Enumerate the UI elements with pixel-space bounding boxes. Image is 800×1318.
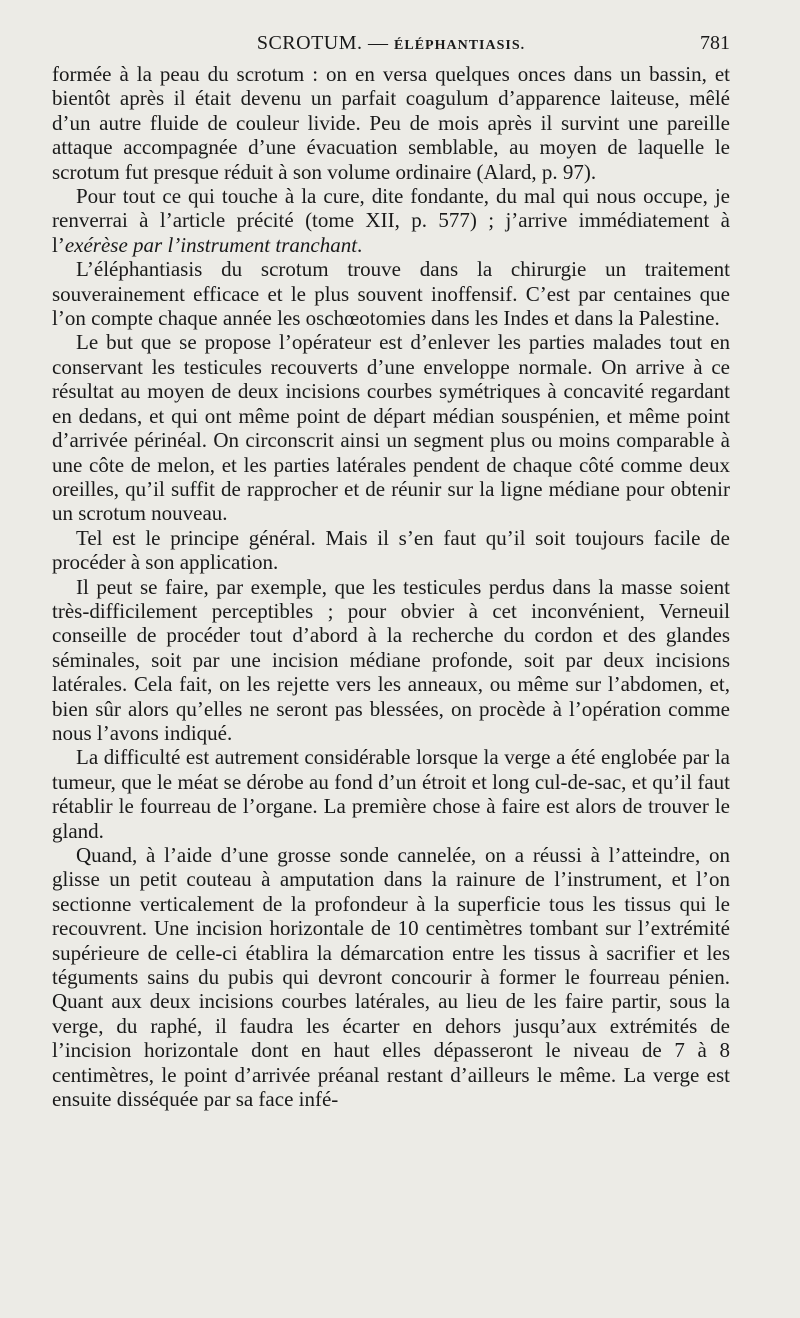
running-title-main: SCROTUM. —	[256, 32, 389, 54]
paragraph-2-end: .	[357, 232, 363, 257]
running-title-sub: ÉLÉPHANTIASIS.	[394, 38, 526, 53]
paragraph-3: L’éléphantiasis du scrotum trouve dans la chirurgie un traitement souverainement efficace et le plus souvent inoffensif. C’est par centaines que l’on compte chaque année les oschœotomies dans les Indes et dans la Palestine.	[52, 257, 730, 331]
paragraph-7: La difficulté est autrement considérable lorsque la verge a été englobée par la tumeur, que le méat se dérobe au fond d’un étroit et long cul-de-sac, et qu’il faut rétablir le fourreau de l’organe. La première chose à faire est alors de trouver le gland.	[52, 745, 730, 843]
paragraph-4: Le but que se propose l’opérateur est d’enlever les parties malades tout en conservant les testicules recouverts d’une enveloppe normale. On arrive à ce résultat au moyen de deux incisions courbes symétriques à concavité regardant en dedans, et qui ont même point de départ médian souspénien, et même point d’arrivée périnéal. On circonscrit ainsi un segment plus ou moins comparable à une côte de melon, et les parties latérales pendent de chaque côté comme deux oreilles, qu’il suffit de rapprocher et de réunir sur la ligne médiane pour obtenir un scrotum nouveau.	[52, 330, 730, 526]
paragraph-2	[52, 184, 730, 257]
paragraph-5: Tel est le principe général. Mais il s’en faut qu’il soit toujours facile de procéder à son application.	[52, 525, 730, 575]
page-number: 781	[700, 32, 730, 54]
paragraph-2-text: Pour tout ce qui touche à la cure, dite fondante, du mal qui nous occupe, je renverrai à l’article précité (tome XII, p. 577) ; j’arrive immédiatement à l’	[52, 184, 730, 257]
paragraph-8: Quand, à l’aide d’une grosse sonde cannelée, on a réussi à l’atteindre, on glisse un petit couteau à amputation dans la rainure de l’instrument, et l’on sectionne verticalement de la profondeur à la superficie tous les tissus qui le recouvrent. Une incision horizontale de 10 centimètres tombant sur l’extrémité supérieure de celle-ci établira la démarcation entre les tissus à sacrifier et les téguments sains du pubis qui devront concourir à former le fourreau pénien. Quant aux deux incisions courbes latérales, au lieu de les faire partir, sous la verge, du raphé, il faudra les écarter en dehors jusqu’aux extrémités de l’incision horizontale dont en haut elles dépasseront le niveau de 7 à 8 centimètres, le point d’arrivée préanal restant d’ailleurs le même. La verge est ensuite disséquée par sa face infé-	[52, 843, 730, 1112]
body-text	[52, 62, 730, 1111]
running-header	[52, 28, 730, 62]
paragraph-1: formée à la peau du scrotum : on en versa quelques onces dans un bassin, et bientôt après il était devenu un parfait coagulum d’apparence laiteuse, mêlé d’un autre fluide de couleur livide. Peu de mois après il survint une pareille attaque accompagnée d’une évacuation semblable, au moyen de laquelle le scrotum fut presque réduit à son volume ordinaire (Alard, p. 97).	[52, 62, 730, 184]
paragraph-2-emphasis: exérèse par l’instrument tranchant	[64, 232, 358, 257]
paragraph-6: Il peut se faire, par exemple, que les testicules perdus dans la masse soient très-difficilement perceptibles ; pour obvier à cet inconvénient, Verneuil conseille de procéder tout d’abord à la recherche du cordon et des glandes séminales, soit par une incision médiane profonde, soit par deux incisions latérales. Cela fait, on les rejette vers les anneaux, ou même sur l’abdomen, et, bien sûr alors qu’elles ne seront pas blessées, on procède à l’opération comme nous l’avons indiqué.	[52, 574, 730, 745]
running-title	[52, 32, 730, 55]
